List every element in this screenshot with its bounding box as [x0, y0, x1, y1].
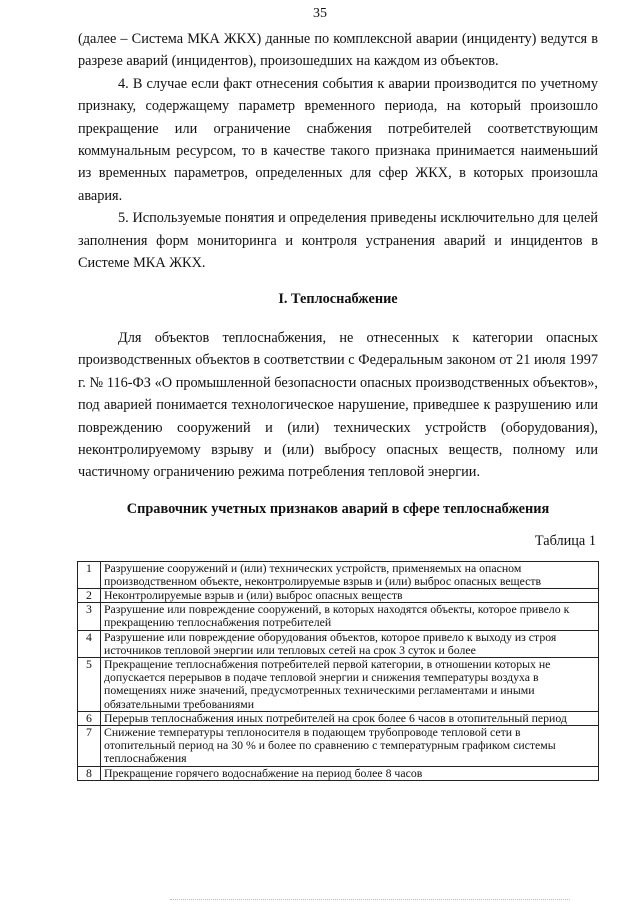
table-row	[78, 725, 599, 766]
table-row	[78, 561, 599, 588]
table-row	[78, 657, 599, 711]
row-text: Снижение температуры теплоносителя в подающем трубопроводе тепловой сети в отопительный период на 30 % и более по сравнению с температурным графиком системы теплоснабжения	[101, 725, 599, 766]
table-row	[78, 711, 599, 725]
footer-divider	[170, 899, 570, 901]
row-text: Перерыв теплоснабжения иных потребителей на срок более 6 часов в отопительный период	[101, 711, 599, 725]
section-heading: I. Теплоснабжение	[278, 291, 398, 308]
row-text: Разрушение сооружений и (или) технических устройств, применяемых на опасном производственном объекте, неконтролируемые взрыв и (или) выброс опасных веществ	[101, 561, 599, 588]
accident-criteria-table	[77, 561, 599, 781]
page-number: 35	[313, 6, 327, 21]
row-number: 5	[78, 657, 101, 711]
row-number: 8	[78, 766, 101, 780]
row-number: 2	[78, 588, 101, 602]
section-paragraph: Для объектов теплоснабжения, не отнесенных к категории опасных производственных объектов в соответствии с Федеральным законом от 21 июля 1997 г. № 116-ФЗ «О промышленной безопасности опасных производственных объектов», под аварией понимается технологическое нарушение, приведшее к разрушению или повреждению сооружений и (или) технических устройств (оборудования), неконтролируемому взрыву и (или) выбросу опасных веществ, полному или частичному ограничению режима потребления тепловой энергии.	[78, 329, 598, 481]
row-text: Прекращение теплоснабжения потребителей первой категории, в отношении которых не допускается перерывов в подаче тепловой энергии и снижения температуры воздуха в помещениях ниже значений, предусмотренных техническими регламентами и иными обязательными требованиями	[101, 657, 599, 711]
row-text: Разрушение или повреждение сооружений, в которых находятся объекты, которое привело к прекращению теплоснабжения потребителей	[101, 603, 599, 630]
table-label: Таблица 1	[534, 533, 596, 550]
table-row	[78, 630, 599, 657]
row-text: Неконтролируемые взрыв и (или) выброс опасных веществ	[101, 588, 599, 602]
table-row	[78, 766, 599, 780]
row-number: 3	[78, 603, 101, 630]
row-number: 4	[78, 630, 101, 657]
row-number: 1	[78, 561, 101, 588]
paragraph-item-4: 4. В случае если факт отнесения события к аварии производится по учетному признаку, содержащему параметр временного периода, на который произошло прекращение или ограничение снабжения потребителей соответствующим коммунальным ресурсом, то в качестве такого признака принимается наименьший из временных параметров, определенных для сфер ЖКХ, в которых произошла авария.	[78, 75, 598, 204]
table-heading: Справочник учетных признаков аварий в сфере теплоснабжения	[126, 500, 550, 517]
row-number: 6	[78, 711, 101, 725]
row-text: Разрушение или повреждение оборудования объектов, которое привело к выходу из строя источников тепловой энергии или тепловых сетей на срок 3 суток и более	[101, 630, 599, 657]
paragraph-item-5: 5. Используемые понятия и определения приведены исключительно для целей заполнения форм мониторинга и контроля устранения аварий и инцидентов в Системе МКА ЖКХ.	[78, 210, 598, 272]
paragraph-continuation: (далее – Система МКА ЖКХ) данные по комплексной аварии (инциденту) ведутся в разрезе аварий (инцидентов), произошедших на каждом из объектов.	[78, 31, 598, 70]
row-text: Прекращение горячего водоснабжение на период более 8 часов	[101, 766, 599, 780]
table-row	[78, 603, 599, 630]
table-row	[78, 588, 599, 602]
row-number: 7	[78, 725, 101, 766]
document-body	[78, 28, 598, 781]
